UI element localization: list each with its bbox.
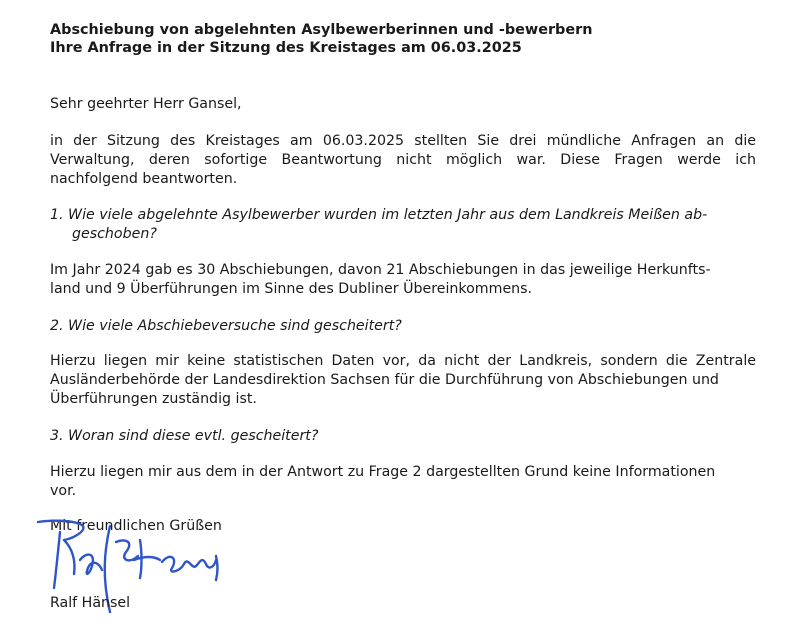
question-1-line-2: geschoben? [72,226,157,242]
question-2: 2. Wie viele Abschiebeversuche sind gescheitert? [50,318,402,334]
intro-line-1: in der Sitzung des Kreistages am 06.03.2025 stellten Sie drei mündliche Anfragen an die [50,133,756,149]
intro-line-3: nachfolgend beantworten. [50,171,238,187]
answer-2-line-3: Überführungen zuständig ist. [50,391,257,407]
question-3: 3. Woran sind diese evtl. gescheitert? [50,428,319,444]
salutation: Sehr geehrter Herr Gansel, [50,96,242,112]
subject-line-1: Abschiebung von abgelehnten Asylbewerberinnen und -bewerbern [50,22,593,38]
answer-1-line-2: land und 9 Überführungen im Sinne des Dubliner Übereinkommens. [50,281,533,297]
answer-3-line-2: vor. [50,483,77,499]
answer-2-line-2: Ausländerbehörde der Landesdirektion Sachsen für die Durchführung von Abschiebungen und [50,372,719,388]
answer-3-line-1: Hierzu liegen mir aus dem in der Antwort zu Frage 2 dargestellten Grund keine Informationen [50,464,716,480]
signatory-name: Ralf Hänsel [50,595,131,611]
closing-phrase: Mit freundlichen Grüßen [50,518,222,534]
subject-line-2: Ihre Anfrage in der Sitzung des Kreistages am 06.03.2025 [50,40,522,56]
question-1-line-1: 1. Wie viele abgelehnte Asylbewerber wurden im letzten Jahr aus dem Landkreis Meißen ab- [50,207,708,223]
answer-2-line-1: Hierzu liegen mir keine statistischen Daten vor, da nicht der Landkreis, sondern die Zentrale [50,353,756,369]
intro-line-2: Verwaltung, deren sofortige Beantwortung nicht möglich war. Diese Fragen werde ich [50,152,756,168]
answer-1-line-1: Im Jahr 2024 gab es 30 Abschiebungen, davon 21 Abschiebungen in das jeweilige Herkunfts- [50,262,711,278]
